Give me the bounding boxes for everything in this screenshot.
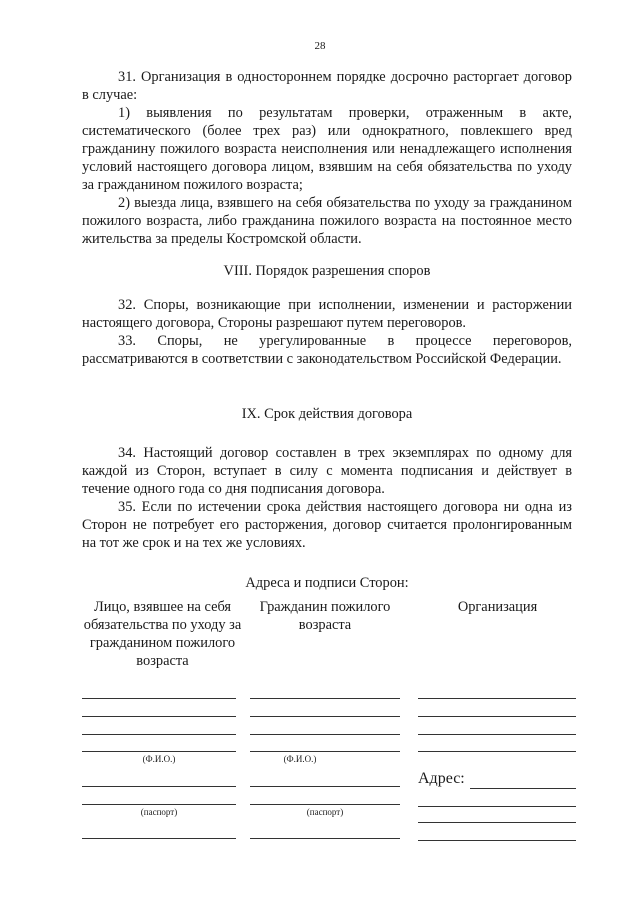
signature-line bbox=[250, 786, 400, 787]
signature-line bbox=[250, 838, 400, 839]
section-vii-continuation bbox=[82, 68, 572, 248]
address-line bbox=[470, 788, 576, 789]
paragraph-31: 31. Организация в одностороннем порядке досрочно расторгает договор в случае: bbox=[82, 69, 572, 103]
signature-column-organization: Организация bbox=[457, 599, 538, 615]
fio-caption-caregiver: (Ф.И.О.) bbox=[142, 754, 176, 764]
signature-line bbox=[418, 822, 576, 823]
signature-line bbox=[82, 804, 236, 805]
fio-caption-elderly: (Ф.И.О.) bbox=[283, 754, 317, 764]
signature-line bbox=[418, 716, 576, 717]
signature-line bbox=[82, 838, 236, 839]
paragraph-35: 35. Если по истечении срока действия настоящего договора ни одна из Сторон не потребует его расторжения, договор считается пролонгированным на тот же срок и на тех же условиях. bbox=[82, 499, 572, 551]
signature-line bbox=[82, 716, 236, 717]
signature-line bbox=[250, 751, 400, 752]
signature-line bbox=[250, 698, 400, 699]
signature-line bbox=[82, 734, 236, 735]
signatures-heading bbox=[82, 574, 572, 592]
signature-line bbox=[418, 751, 576, 752]
paragraph-31-2: 2) выезда лица, взявшего на себя обязательства по уходу за гражданином пожилого возраста, либо гражданина пожилого возраста на постоянное место жительства за пределы Костромской области. bbox=[82, 195, 572, 247]
section-viii-heading bbox=[82, 262, 572, 280]
section-viii-title: VIII. Порядок разрешения споров bbox=[223, 263, 431, 279]
paragraph-33: 33. Споры, не урегулированные в процессе переговоров, рассматриваются в соответствии с законодательством Российской Федерации. bbox=[82, 333, 572, 367]
signature-line bbox=[418, 734, 576, 735]
address-label: Адрес: bbox=[418, 770, 465, 787]
signature-line bbox=[250, 804, 400, 805]
paragraph-32: 32. Споры, возникающие при исполнении, изменении и расторжении настоящего договора, Стороны разрешают путем переговоров. bbox=[82, 297, 572, 331]
paragraph-31-1: 1) выявления по результатам проверки, отраженным в акте, систематического (более трех раз) или однократного, повлекшего вред гражданину пожилого возраста неисполнения или ненадлежащего исполнения условий настоящего договора лицом, взявшим на себя обязательства по уходу за гражданином пожилого возраста; bbox=[82, 105, 572, 193]
passport-caption-elderly: (паспорт) bbox=[306, 807, 344, 817]
signature-line bbox=[82, 698, 236, 699]
paragraph-34: 34. Настоящий договор составлен в трех экземплярах по одному для каждой из Сторон, вступает в силу с момента подписания и действует в течение одного года со дня подписания договора. bbox=[82, 445, 572, 497]
signature-column-caregiver: Лицо, взявшее на себя обязательства по уходу за гражданином пожилого возраста bbox=[83, 599, 242, 669]
signature-column-elderly-citizen: Гражданин пожилого возраста bbox=[259, 599, 391, 633]
signature-line bbox=[250, 734, 400, 735]
section-viii-body bbox=[82, 296, 572, 368]
passport-caption-caregiver: (паспорт) bbox=[140, 807, 178, 817]
section-ix-heading bbox=[82, 405, 572, 423]
signature-line bbox=[250, 716, 400, 717]
signature-line bbox=[82, 751, 236, 752]
section-ix-body bbox=[82, 444, 572, 552]
signature-line bbox=[418, 806, 576, 807]
signatures-title: Адреса и подписи Сторон: bbox=[245, 575, 409, 591]
signature-line bbox=[418, 698, 576, 699]
page-number: 28 bbox=[314, 40, 326, 52]
signature-line bbox=[418, 840, 576, 841]
signature-line bbox=[82, 786, 236, 787]
section-ix-title: IX. Срок действия договора bbox=[241, 406, 413, 422]
